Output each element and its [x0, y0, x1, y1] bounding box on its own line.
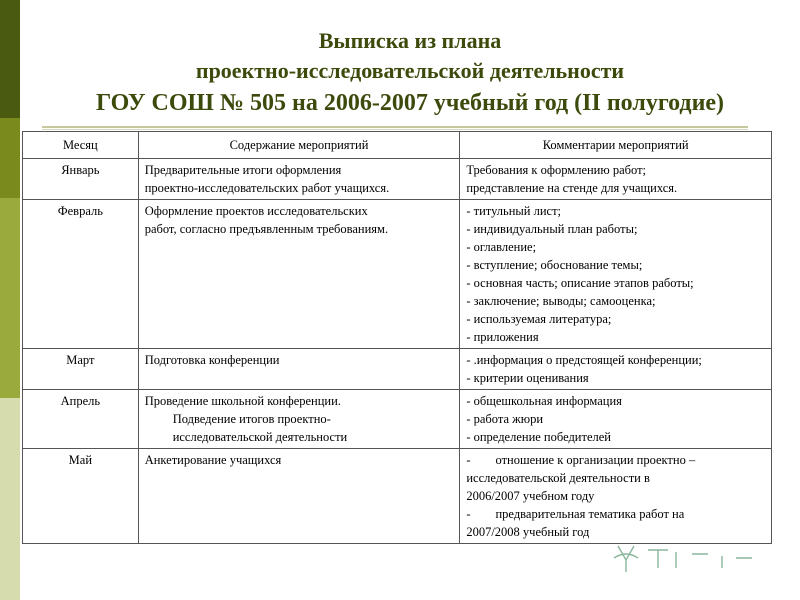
- month-cell: Февраль: [23, 200, 139, 349]
- comment-line: - используемая литература;: [466, 312, 612, 326]
- title-line-3: ГОУ СОШ № 505 на 2006-2007 учебный год (II полугодие): [95, 90, 725, 116]
- table-row: [23, 200, 772, 349]
- content-cell: [138, 449, 460, 544]
- content-line: Оформление проектов исследовательских: [144, 204, 368, 218]
- title-line-1: Выписка из плана: [318, 28, 502, 53]
- side-bar-segment: [0, 198, 20, 398]
- page-title: [30, 26, 790, 120]
- table-row: [23, 159, 772, 200]
- table-row: [23, 390, 772, 449]
- comment-line: Требования к оформлению работ;: [466, 163, 647, 177]
- content-line: Предварительные итоги оформления: [144, 163, 342, 177]
- content-cell: [138, 390, 460, 449]
- header-comments: Комментарии мероприятий: [460, 132, 772, 159]
- side-bar-segment: [0, 0, 20, 118]
- comment-line: - приложения: [466, 330, 539, 344]
- comment-line: - работа жюри: [466, 412, 544, 426]
- month-cell: Апрель: [23, 390, 139, 449]
- decorative-side-bar: [0, 0, 20, 600]
- comment-line: - отношение к организации проектно –: [466, 453, 696, 467]
- comment-line: - индивидуальный план работы;: [466, 222, 638, 236]
- content-line: проектно-исследовательских работ учащихся.: [144, 181, 390, 195]
- comment-line: представление на стенде для учащихся.: [466, 181, 678, 195]
- content-line: Анкетирование учащихся: [144, 453, 282, 467]
- comment-line: - критерии оценивания: [466, 371, 589, 385]
- comment-line: - общешкольная информация: [466, 394, 622, 408]
- content-line: Проведение школьной конференции.: [144, 394, 341, 408]
- header-month: Месяц: [23, 132, 139, 159]
- month-cell: Май: [23, 449, 139, 544]
- comment-line: - .информация о предстоящей конференции;: [466, 353, 702, 367]
- content-cell: [138, 349, 460, 390]
- title-divider: [42, 129, 748, 130]
- content-cell: [138, 200, 460, 349]
- comment-line: - основная часть; описание этапов работы;: [466, 276, 694, 290]
- side-bar-segment: [0, 118, 20, 198]
- content-line: исследовательской деятельности: [172, 430, 348, 444]
- comment-line: - заключение; выводы; самооценка;: [466, 294, 656, 308]
- content-line: Подведение итогов проектно-: [172, 412, 331, 426]
- comment-line: - определение победителей: [466, 430, 611, 444]
- plan-table: [22, 131, 772, 544]
- side-bar-segment: [0, 398, 20, 600]
- content-line: Подготовка конференции: [144, 353, 280, 367]
- comment-line: - предварительная тематика работ на: [466, 507, 685, 521]
- comments-cell: [460, 200, 772, 349]
- comment-line: исследовательской деятельности в: [466, 471, 650, 485]
- content-line: работ, согласно предъявленным требованиям.: [144, 222, 389, 236]
- table-header-row: [23, 132, 772, 159]
- title-divider: [42, 126, 748, 128]
- header-content: Содержание мероприятий: [138, 132, 460, 159]
- comments-cell: [460, 449, 772, 544]
- comment-line: - вступление; обоснование темы;: [466, 258, 643, 272]
- comment-line: - оглавление;: [466, 240, 537, 254]
- content-cell: [138, 159, 460, 200]
- title-line-2: проектно-исследовательской деятельности: [195, 58, 625, 83]
- table-row: [23, 349, 772, 390]
- comments-cell: [460, 390, 772, 449]
- comment-line: 2006/2007 учебном году: [466, 489, 595, 503]
- comment-line: - титульный лист;: [466, 204, 562, 218]
- month-cell: Январь: [23, 159, 139, 200]
- comments-cell: [460, 349, 772, 390]
- watermark-logo: [612, 540, 762, 574]
- table-row: [23, 449, 772, 544]
- comment-line: 2007/2008 учебный год: [466, 525, 590, 539]
- comments-cell: [460, 159, 772, 200]
- month-cell: Март: [23, 349, 139, 390]
